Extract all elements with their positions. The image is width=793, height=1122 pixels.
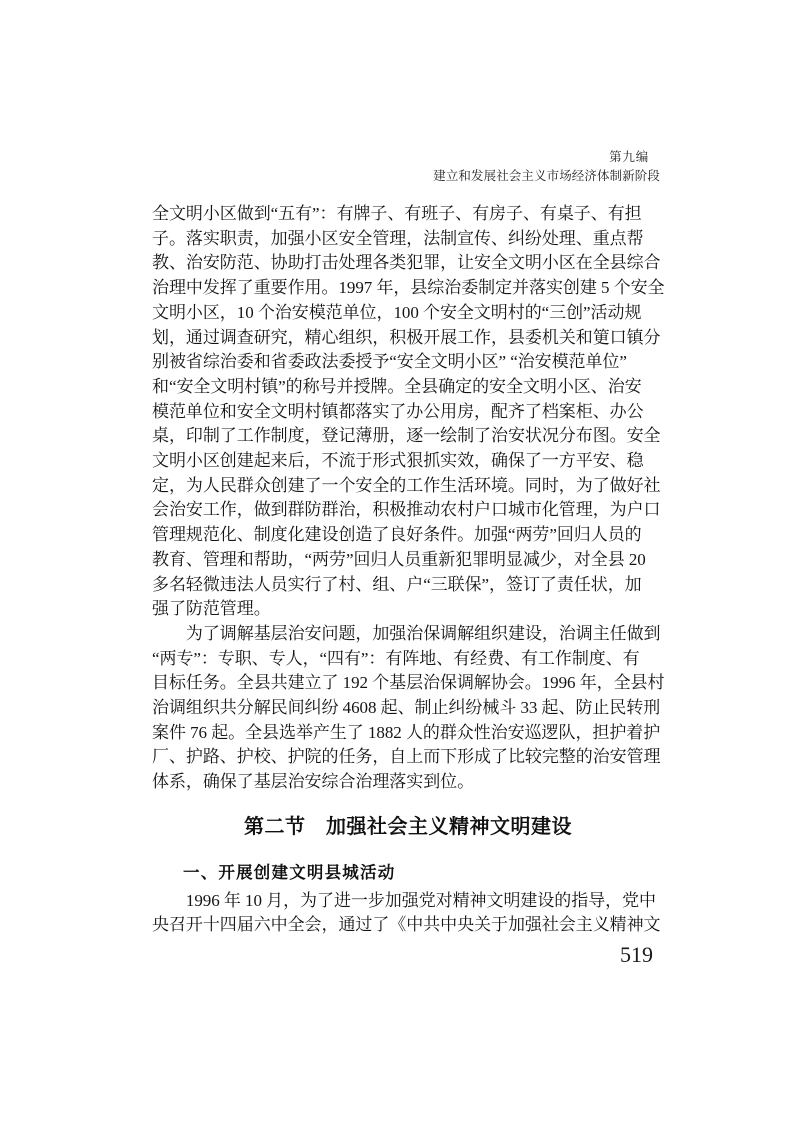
text-line: 体系，确保了基层治安综合治理落实到位。 [152, 772, 475, 792]
text-line: 子。落实职责，加强小区安全管理，法制宣传、纠纷处理、重点帮 [152, 228, 644, 248]
text-line: 多名轻微违法人员实行了村、组、户“三联保”，签订了责任状，加 [152, 574, 642, 594]
text-line: 桌，印制了工作制度，登记薄册，逐一绘制了治安状况分布图。安全 [152, 426, 661, 446]
text-line: 教、治安防范、协助打击处理各类犯罪，让安全文明小区在全县综合 [152, 253, 661, 273]
text-line: 教育、管理和帮助，“两劳”回归人员重新犯罪明显减少，对全县 20 [152, 549, 646, 569]
text-line: 强了防范管理。 [152, 599, 271, 619]
page-number: 519 [620, 942, 653, 967]
text-line: 文明小区创建起来后，不流于形式狠抓实效，确保了一方平安、稳 [152, 451, 644, 471]
text-line: 案件 76 起。全县选举产生了 1882 人的群众性治安巡逻队，担护着护 [152, 722, 661, 742]
section-heading: 第二节 加强社会主义精神文明建设 [244, 815, 572, 838]
text-line: 目标任务。全县共建立了 192 个基层治保调解协会。1996 年，全县村 [152, 673, 665, 693]
text-line: 治调组织共分解民间纠纷 4608 起、制止纠纷械斗 33 起、防止民转刑 [152, 698, 661, 718]
text-column [152, 202, 664, 938]
text-line: 厂、护路、护校、护院的任务，自上而下形成了比较完整的治安管理 [152, 747, 661, 767]
paragraph-mediation [152, 622, 664, 795]
text-line: 为了调解基层治安问题，加强治保调解组织建设，治调主任做到 [152, 623, 661, 643]
paragraph-civilized-county [152, 889, 664, 938]
text-line: 模范单位和安全文明村镇都落实了办公用房，配齐了档案柜、办公 [152, 401, 644, 421]
text-line: 文明小区，10 个治安模范单位，100 个安全文明村的“三创”活动规 [152, 302, 642, 322]
text-line: 管理规范化、制度化建设创造了良好条件。加强“两劳”回归人员的 [152, 525, 642, 545]
text-line: 治理中发挥了重要作用。1997 年，县综治委制定并落实创建 5 个安全 [152, 278, 665, 298]
text-line: 划，通过调查研究，精心组织，积极开展工作，县委机关和筻口镇分 [152, 327, 661, 347]
header-chapter-title: 建立和发展社会主义市场经济体制新阶段 [433, 169, 660, 183]
subsection-heading: 一、开展创建文明县城活动 [183, 863, 396, 882]
text-line: 别被省综治委和省委政法委授予“安全文明小区” “治安模范单位” [152, 352, 627, 372]
text-line: 会治安工作，做到群防群治，积极推动农村户口城市化管理，为户口 [152, 500, 661, 520]
header-volume: 第九编 [609, 150, 649, 164]
text-line: 央召开十四届六中全会，通过了《中共中央关于加强社会主义精神文 [152, 915, 661, 935]
text-line: 1996 年 10 月，为了进一步加强党对精神文明建设的指导，党中 [152, 890, 656, 910]
text-line: 和“安全文明村镇”的称号并授牌。全县确定的安全文明小区、治安 [152, 376, 642, 396]
text-line: 定，为人民群众创建了一个安全的工作生活环境。同时，为了做好社 [152, 475, 661, 495]
paragraph-security-communities [152, 202, 664, 622]
running-header [433, 148, 660, 186]
text-line: 全文明小区做到“五有”：有牌子、有班子、有房子、有桌子、有担 [152, 204, 642, 223]
text-line: “两专”：专职、专人，“四有”：有阵地、有经费、有工作制度、有 [152, 648, 640, 668]
